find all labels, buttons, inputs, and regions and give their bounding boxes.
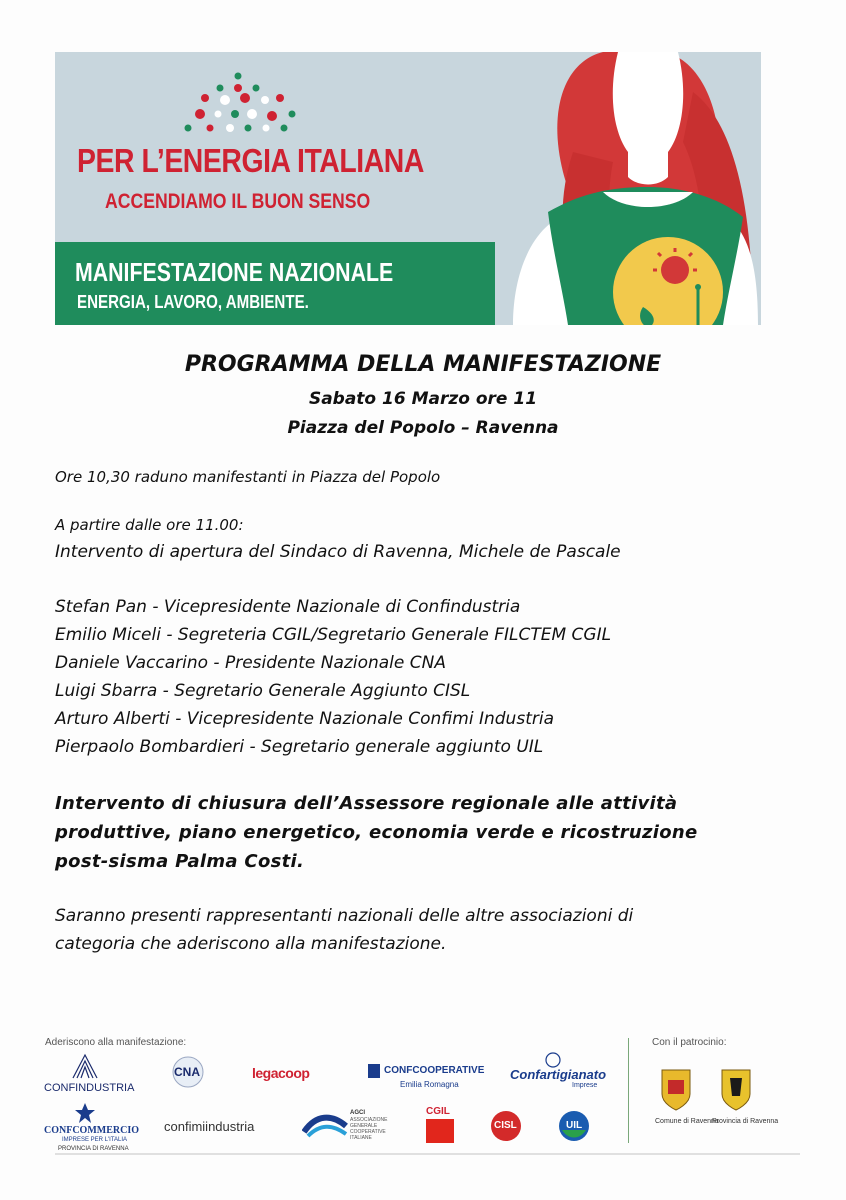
woman-illustration-icon — [453, 52, 761, 325]
sponsors-footer — [0, 1030, 846, 1180]
cisl-logo: CISL — [494, 1120, 517, 1131]
provincia-ravenna-label: Provincia di Ravenna — [712, 1118, 779, 1125]
closing-line: Intervento di chiusura dell’Assessore regionale alle attività — [55, 793, 678, 814]
program-title: PROGRAMMA DELLA MANIFESTAZIONE — [184, 352, 662, 377]
comune-ravenna-crest-icon — [658, 1066, 694, 1112]
banner-title: PER L’ENERGIA ITALIANA — [77, 142, 424, 179]
adhere-label: Aderiscono alla manifestazione: — [45, 1037, 187, 1048]
agci-emblem-icon — [302, 1112, 348, 1138]
cna-logo: CNA — [174, 1065, 200, 1079]
gathering-line: Ore 10,30 raduno manifestanti in Piazza del Popolo — [55, 468, 441, 486]
provincia-ravenna-crest-icon — [718, 1066, 754, 1112]
closing-line: produttive, piano energetico, economia verde e ricostruzione — [55, 822, 698, 843]
speaker-line: Luigi Sbarra - Segretario Generale Aggiunto CISL — [55, 681, 471, 701]
speaker-line: Pierpaolo Bombardieri - Segretario generale aggiunto UIL — [55, 737, 544, 757]
agci-sub: ASSOCIAZIONE — [350, 1117, 388, 1123]
confindustria-logo: CONFINDUSTRIA — [44, 1082, 135, 1094]
confcooperative-logo: CONFCOOPERATIVE — [384, 1065, 485, 1076]
program-date: Sabato 16 Marzo ore 11 — [308, 389, 538, 409]
speaker-line: Stefan Pan - Vicepresidente Nazionale di Confindustria — [55, 597, 521, 617]
dots-logo-icon — [180, 70, 310, 140]
closing-line: post-sisma Palma Costi. — [55, 851, 305, 872]
speaker-line: Emilio Miceli - Segreteria CGIL/Segretario Generale FILCTEM CGIL — [55, 625, 612, 645]
confartigianato-sub: Imprese — [572, 1082, 598, 1089]
note-line: categoria che aderiscono alla manifestazione. — [55, 934, 447, 954]
confcommercio-logo: CONFCOMMERCIO — [44, 1125, 139, 1136]
note-line: Saranno presenti rappresentanti nazionali delle altre associazioni di — [55, 906, 634, 926]
footer-divider — [628, 1038, 629, 1143]
agci-sub: GENERALE — [350, 1123, 378, 1129]
confartigianato-emblem-icon — [545, 1052, 561, 1068]
start-line: A partire dalle ore 11.00: — [55, 516, 244, 534]
agci-sub: ITALIANE — [350, 1135, 372, 1141]
event-banner — [55, 52, 761, 325]
confcommercio-sub: IMPRESE PER L'ITALIA — [62, 1137, 128, 1143]
opening-line: Intervento di apertura del Sindaco di Ravenna, Michele de Pascale — [55, 542, 621, 562]
speaker-line: Arturo Alberti - Vicepresidente Nazionale Confimi Industria — [55, 709, 554, 729]
confcommercio-emblem-icon — [74, 1102, 96, 1124]
confcooperative-region: Emilia Romagna — [400, 1080, 459, 1089]
confartigianato-logo: Confartigianato — [510, 1067, 607, 1082]
confcooperative-emblem-icon — [368, 1064, 380, 1078]
program-place: Piazza del Popolo – Ravenna — [287, 418, 559, 438]
band-title: MANIFESTAZIONE NAZIONALE — [75, 257, 394, 287]
patron-label: Con il patrocinio: — [652, 1037, 727, 1048]
legacoop-logo: legacoop — [252, 1065, 310, 1081]
confindustria-emblem-icon — [70, 1052, 100, 1080]
agci-logo: AGCI — [350, 1110, 365, 1116]
comune-ravenna-label: Comune di Ravenna — [655, 1118, 719, 1125]
confcommercio-province: PROVINCIA DI RAVENNA — [58, 1146, 129, 1152]
banner-subtitle: ACCENDIAMO IL BUON SENSO — [105, 190, 371, 213]
speaker-line: Daniele Vaccarino - Presidente Nazionale CNA — [55, 653, 446, 673]
uil-logo: UIL — [566, 1120, 583, 1131]
footer-rule — [55, 1153, 800, 1155]
cgil-block-icon — [426, 1119, 454, 1143]
band-subtitle: ENERGIA, LAVORO, AMBIENTE. — [77, 292, 309, 312]
confimi-logo: confimiindustria — [164, 1119, 255, 1134]
agci-sub: COOPERATIVE — [350, 1129, 386, 1135]
cgil-logo: CGIL — [426, 1106, 450, 1117]
